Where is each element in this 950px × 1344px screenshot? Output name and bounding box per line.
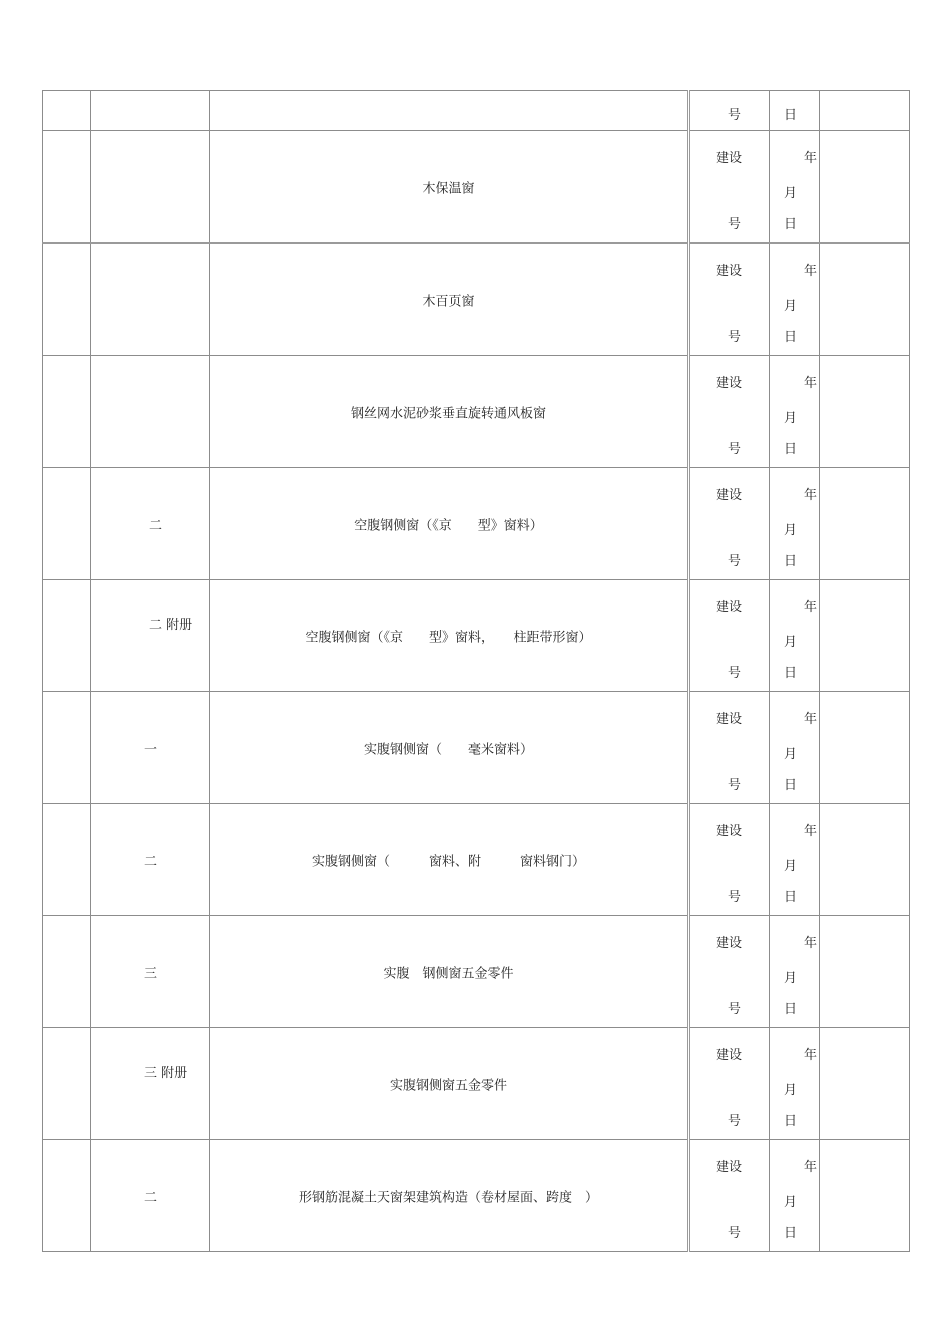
table-row bbox=[43, 916, 910, 1028]
date-year: 年 bbox=[804, 1160, 818, 1175]
document-number-suffix: 号 bbox=[728, 1226, 742, 1241]
code-cell bbox=[91, 243, 210, 356]
remark-cell bbox=[820, 243, 910, 356]
remark-cell bbox=[820, 804, 910, 916]
document-number-cell bbox=[689, 243, 770, 356]
code-cell bbox=[91, 356, 210, 468]
remark-cell bbox=[820, 356, 910, 468]
date-month: 月 bbox=[784, 186, 798, 201]
code-cell bbox=[91, 91, 210, 131]
title-cell bbox=[210, 1140, 689, 1252]
index-cell bbox=[43, 243, 91, 356]
table-row bbox=[43, 131, 910, 244]
standard-code: 二 附册 bbox=[149, 618, 193, 633]
index-cell bbox=[43, 356, 91, 468]
document-number-cell bbox=[689, 356, 770, 468]
table-row bbox=[43, 1028, 910, 1140]
remark-cell bbox=[820, 916, 910, 1028]
document-number-cell bbox=[689, 91, 770, 131]
code-cell bbox=[91, 580, 210, 692]
code-cell bbox=[91, 804, 210, 916]
document-issuer: 建设 bbox=[716, 824, 743, 839]
code-cell bbox=[91, 1028, 210, 1140]
date-day: 日 bbox=[784, 666, 798, 681]
document-number-suffix: 号 bbox=[728, 666, 742, 681]
standard-title: 实腹钢侧窗五金零件 bbox=[389, 1078, 507, 1093]
remark-cell bbox=[820, 1028, 910, 1140]
index-cell bbox=[43, 804, 91, 916]
standard-code: 二 bbox=[149, 518, 163, 533]
table-row bbox=[43, 804, 910, 916]
document-number-suffix: 号 bbox=[728, 217, 742, 232]
date-day: 日 bbox=[784, 217, 798, 232]
standard-code: 二 bbox=[144, 1190, 158, 1205]
index-cell bbox=[43, 1028, 91, 1140]
date-year: 年 bbox=[804, 376, 818, 391]
document-issuer: 建设 bbox=[716, 712, 743, 727]
date-cell bbox=[770, 580, 820, 692]
date-cell bbox=[770, 804, 820, 916]
document-number-suffix: 号 bbox=[728, 442, 742, 457]
document-number-suffix: 号 bbox=[728, 778, 742, 793]
standard-title: 实腹 钢侧窗五金零件 bbox=[383, 966, 514, 981]
date-year: 年 bbox=[804, 488, 818, 503]
date-cell bbox=[770, 243, 820, 356]
table-row bbox=[43, 468, 910, 580]
remark-cell bbox=[820, 131, 910, 244]
standard-code: 一 bbox=[144, 742, 158, 757]
index-cell bbox=[43, 580, 91, 692]
date-day: 日 bbox=[784, 1002, 798, 1017]
standard-title: 实腹钢侧窗（ 毫米窗料） bbox=[363, 742, 533, 757]
date-cell bbox=[770, 356, 820, 468]
date-year: 年 bbox=[804, 600, 818, 615]
standard-code: 二 bbox=[144, 854, 158, 869]
document-issuer: 建设 bbox=[716, 1160, 743, 1175]
standard-title: 空腹钢侧窗（《京 型》窗料， 柱距带形窗） bbox=[305, 630, 592, 645]
title-cell bbox=[210, 580, 689, 692]
standard-title: 木保温窗 bbox=[422, 181, 475, 196]
standard-code: 三 bbox=[144, 966, 158, 981]
document-number-suffix: 号 bbox=[728, 108, 742, 123]
document-number-cell bbox=[689, 580, 770, 692]
title-cell bbox=[210, 692, 689, 804]
date-month: 月 bbox=[784, 859, 798, 874]
document-number-cell bbox=[689, 804, 770, 916]
date-year: 年 bbox=[804, 264, 818, 279]
date-cell bbox=[770, 1028, 820, 1140]
index-cell bbox=[43, 468, 91, 580]
remark-cell bbox=[820, 692, 910, 804]
index-cell bbox=[43, 916, 91, 1028]
title-cell bbox=[210, 356, 689, 468]
document-number-suffix: 号 bbox=[728, 1114, 742, 1129]
date-year: 年 bbox=[804, 1048, 818, 1063]
date-year: 年 bbox=[804, 936, 818, 951]
standards-table-page bbox=[42, 90, 909, 1252]
standard-title: 形钢筋混凝土天窗架建筑构造（卷材屋面、跨度 ） bbox=[298, 1190, 598, 1205]
date-day: 日 bbox=[784, 442, 798, 457]
document-issuer: 建设 bbox=[716, 264, 743, 279]
document-issuer: 建设 bbox=[716, 151, 743, 166]
table-row bbox=[43, 1140, 910, 1252]
remark-cell bbox=[820, 468, 910, 580]
document-issuer: 建设 bbox=[716, 1048, 743, 1063]
date-cell bbox=[770, 131, 820, 244]
table-row bbox=[43, 692, 910, 804]
document-number-suffix: 号 bbox=[728, 330, 742, 345]
code-cell bbox=[91, 916, 210, 1028]
date-day: 日 bbox=[784, 1226, 798, 1241]
remark-cell bbox=[820, 91, 910, 131]
index-cell bbox=[43, 692, 91, 804]
document-number-cell bbox=[689, 1140, 770, 1252]
document-number-suffix: 号 bbox=[728, 890, 742, 905]
index-cell bbox=[43, 91, 91, 131]
date-day: 日 bbox=[784, 778, 798, 793]
document-number-cell bbox=[689, 131, 770, 244]
table-row bbox=[43, 91, 910, 131]
date-month: 月 bbox=[784, 411, 798, 426]
date-cell bbox=[770, 1140, 820, 1252]
document-issuer: 建设 bbox=[716, 600, 743, 615]
code-cell bbox=[91, 692, 210, 804]
title-cell bbox=[210, 131, 689, 244]
standard-title: 空腹钢侧窗（《京 型》窗料） bbox=[354, 518, 543, 533]
title-cell bbox=[210, 1028, 689, 1140]
date-cell bbox=[770, 91, 820, 131]
table-row bbox=[43, 243, 910, 356]
date-year: 年 bbox=[804, 712, 818, 727]
title-cell bbox=[210, 243, 689, 356]
date-month: 月 bbox=[784, 635, 798, 650]
standards-table bbox=[42, 90, 910, 1252]
document-number-cell bbox=[689, 1028, 770, 1140]
code-cell bbox=[91, 1140, 210, 1252]
remark-cell bbox=[820, 580, 910, 692]
standard-title: 钢丝网水泥砂浆垂直旋转通风板窗 bbox=[350, 406, 546, 421]
date-cell bbox=[770, 916, 820, 1028]
date-month: 月 bbox=[784, 1083, 798, 1098]
document-number-suffix: 号 bbox=[728, 554, 742, 569]
date-day: 日 bbox=[784, 1114, 798, 1129]
document-number-cell bbox=[689, 916, 770, 1028]
title-cell bbox=[210, 916, 689, 1028]
date-month: 月 bbox=[784, 971, 798, 986]
document-issuer: 建设 bbox=[716, 936, 743, 951]
date-day: 日 bbox=[784, 554, 798, 569]
standards-table-body bbox=[43, 91, 910, 1252]
standard-title: 木百页窗 bbox=[422, 294, 475, 309]
standard-title: 实腹钢侧窗（ 窗料、附 窗料钢门） bbox=[311, 854, 585, 869]
date-month: 月 bbox=[784, 747, 798, 762]
index-cell bbox=[43, 1140, 91, 1252]
date-year: 年 bbox=[804, 151, 818, 166]
date-cell bbox=[770, 468, 820, 580]
date-year: 年 bbox=[804, 824, 818, 839]
document-issuer: 建设 bbox=[716, 376, 743, 391]
date-day: 日 bbox=[784, 330, 798, 345]
index-cell bbox=[43, 131, 91, 244]
title-cell bbox=[210, 804, 689, 916]
title-cell bbox=[210, 468, 689, 580]
date-cell bbox=[770, 692, 820, 804]
date-month: 月 bbox=[784, 523, 798, 538]
code-cell bbox=[91, 468, 210, 580]
table-row bbox=[43, 580, 910, 692]
title-cell bbox=[210, 91, 689, 131]
date-month: 月 bbox=[784, 299, 798, 314]
date-day: 日 bbox=[784, 108, 798, 123]
date-month: 月 bbox=[784, 1195, 798, 1210]
standard-code: 三 附册 bbox=[144, 1066, 188, 1081]
document-number-suffix: 号 bbox=[728, 1002, 742, 1017]
document-number-cell bbox=[689, 468, 770, 580]
remark-cell bbox=[820, 1140, 910, 1252]
document-issuer: 建设 bbox=[716, 488, 743, 503]
table-row bbox=[43, 356, 910, 468]
date-day: 日 bbox=[784, 890, 798, 905]
code-cell bbox=[91, 131, 210, 244]
document-number-cell bbox=[689, 692, 770, 804]
